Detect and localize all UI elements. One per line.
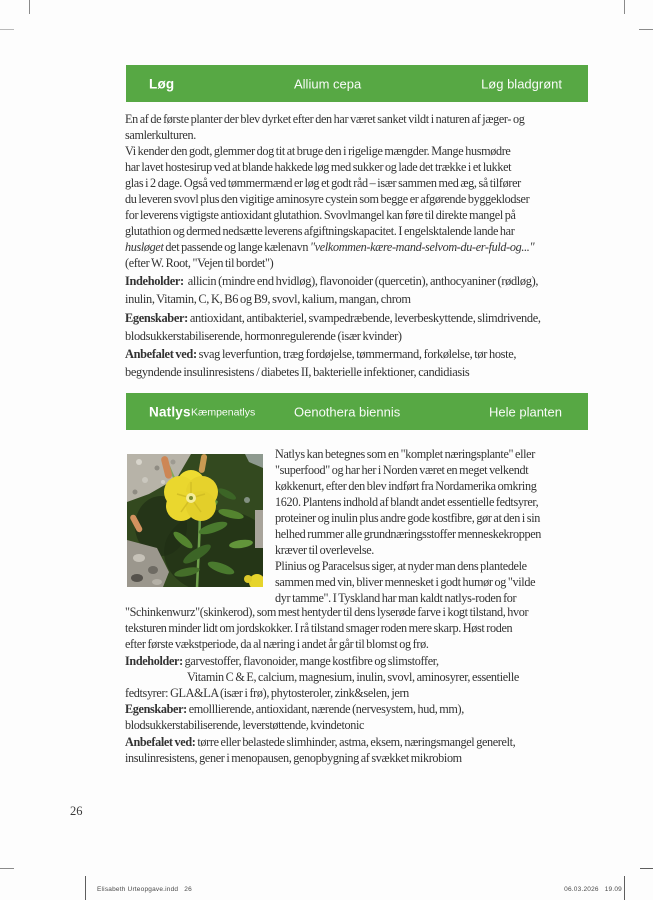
natlys-intro-paragraphs — [275, 446, 600, 606]
text-segment: Indeholder: — [125, 274, 184, 288]
text-line — [275, 574, 600, 590]
text-line — [125, 750, 600, 766]
text-segment: Plinius og Paracelsus siger, at nyder man dens plantedele — [275, 559, 527, 573]
text-segment: sammen med vin, bliver mennesket i godt humør og "vilde — [275, 575, 536, 589]
crop-mark-top-left-vertical — [29, 0, 30, 14]
text-line — [275, 510, 600, 526]
text-line — [125, 272, 595, 290]
text-segment: Indeholder: — [125, 653, 183, 668]
text-line — [125, 620, 600, 636]
crop-mark-top-right-horizontal — [639, 29, 653, 30]
text-segment: har lavet hostesirup ved at blande hakkede løg med sukker og lade det trække i et lukket — [125, 160, 512, 174]
species-header-log — [126, 65, 588, 102]
text-line — [125, 191, 595, 207]
text-line — [125, 363, 595, 381]
text-segment: teksturen minder lidt om jordskokker. I rå tilstand smager roden mere skarp. Høst roden — [125, 621, 513, 636]
text-segment: kræver til overlevelse. — [275, 543, 374, 557]
text-segment: tørre eller belastede slimhinder, astma, eksem, næringsmangel generelt, — [195, 734, 516, 749]
text-line — [275, 542, 600, 558]
text-segment: Vi kender den godt, glemmer dog tit at bruge den i rigelige mængder. Mange husmødre — [125, 144, 511, 158]
text-line — [125, 309, 595, 327]
text-line — [125, 290, 595, 308]
text-line — [125, 175, 595, 191]
text-line — [275, 526, 600, 542]
text-line — [125, 345, 595, 363]
text-segment: Natlys kan betegnes som en "komplet næringsplante" eller — [275, 447, 535, 461]
log-intro-paragraphs — [125, 111, 595, 271]
text-segment: efter første vækstperiode, da al næring i andet år går til blomst og frø. — [125, 637, 429, 652]
text-line — [125, 701, 600, 717]
text-segment: begyndende insulinresistens / diabetes II, bakterielle infektioner, candidiasis — [125, 365, 470, 380]
text-line — [125, 239, 595, 255]
text-line — [125, 223, 595, 239]
text-segment: det passende og lange kælenavn — [163, 240, 310, 254]
text-line — [125, 159, 595, 175]
species-name-log: Løg — [149, 76, 175, 91]
text-segment: allicin (mindre end hvidløg), flavonoider (quercetin), anthocyaniner (rødløg), — [183, 274, 539, 288]
text-line — [125, 669, 600, 685]
crop-mark-bottom-left-horizontal — [0, 868, 14, 869]
text-segment: husløget — [125, 240, 164, 254]
evening-primrose-illustration — [127, 454, 263, 587]
plant-part-natlys: Hele planten — [489, 404, 562, 419]
text-segment: fedtsyrer: GLA&LA (især i frø), phytosteroler, zink&selen, jern — [125, 686, 409, 701]
text-line — [125, 653, 600, 669]
text-segment: du leveren svovl plus den vigitige aminosyre cystein som begge er afgørende byggeklodser — [125, 192, 530, 206]
text-segment: proteiner og inulin plus andre gode kostfibre, gør at den i sin — [275, 511, 540, 525]
text-line — [275, 478, 600, 494]
log-facts-list — [125, 272, 595, 382]
species-name-natlys: Natlys — [149, 404, 191, 419]
species-header-natlys — [126, 393, 588, 430]
crop-mark-top-right-vertical — [624, 0, 625, 14]
species-latin-log: Allium cepa — [294, 76, 362, 91]
natlys-continued-text — [125, 604, 600, 766]
text-segment: garvestoffer, flavonoider, mange kostfibre og slimstoffer, — [182, 653, 439, 668]
text-line — [275, 558, 600, 574]
text-line — [125, 636, 600, 652]
crop-mark-bottom-right-horizontal — [640, 868, 653, 869]
crop-mark-top-left-horizontal — [0, 29, 14, 30]
text-segment: svag leverfuntion, træg fordøjelse, tømmermand, forkølelse, tør hoste, — [196, 347, 517, 362]
text-segment: Egenskaber: — [125, 310, 188, 325]
text-segment: køkkenurt, efter den blev indført fra Nordamerika omkring — [275, 479, 537, 493]
plant-part-log: Løg bladgrønt — [481, 76, 562, 91]
footer-timestamp: 06.03.2026 19.09 — [564, 886, 622, 893]
text-segment: helhed rummer alle grundnæringsstoffer menneskekroppen — [275, 527, 542, 541]
species-subtitle-natlys: Kæmpenatlys — [191, 405, 256, 418]
slug-divider-right — [624, 876, 625, 900]
text-line — [125, 604, 600, 620]
evening-primrose-photo — [127, 454, 263, 587]
text-segment: 1620. Plantens indhold af blandt andet essentielle fedtsyrer, — [275, 495, 539, 509]
text-segment: glutathion og dermed nedsætte leverens afgiftningskapacitet. I engelsktalende lande har — [125, 224, 515, 238]
text-segment: (efter W. Root, "Vejen til bordet") — [125, 256, 274, 270]
text-segment: "velkommen-kære-mand-selvom-du-er-fuld-og..." — [309, 240, 535, 254]
text-line — [125, 111, 595, 127]
slug-divider-left — [85, 876, 86, 900]
text-line — [125, 255, 595, 271]
text-segment: samlerkulturen. — [125, 128, 196, 142]
text-segment: inulin, Vitamin, C, K, B6 og B9, svovl, kalium, mangan, chrom — [125, 292, 411, 307]
text-segment: blodsukkerstabiliserende, hormonregulerende (især kvinder) — [125, 328, 402, 343]
text-segment: Anbefalet ved: — [125, 347, 197, 362]
footer-filename: Elisabeth Urteopgave.indd 26 — [97, 886, 192, 893]
text-segment: "superfood" og har her i Norden været en meget velkendt — [275, 463, 529, 477]
text-line — [125, 207, 595, 223]
text-segment: insulinresistens, gener i menopausen, genopbygning af svækket mikrobiom — [125, 750, 462, 765]
text-segment: "Schinkenwurz"(skinkerod), som mest hentyder til dens lyserøde farve i kogt tilstand, hvor — [125, 605, 529, 619]
text-line — [125, 327, 595, 345]
text-line — [125, 143, 595, 159]
species-latin-natlys: Oenothera biennis — [294, 404, 401, 419]
text-segment: emolllierende, antioxidant, nærende (nervesystem, hud, mm), — [186, 702, 464, 717]
text-line — [275, 494, 600, 510]
page-number: 26 — [70, 804, 83, 818]
text-line — [275, 462, 600, 478]
text-segment: Anbefalet ved: — [125, 734, 196, 749]
text-line — [125, 734, 600, 750]
text-segment: blodsukkerstabiliserende, leverstøttende, kvindetonic — [125, 718, 365, 733]
text-segment: Egenskaber: — [125, 702, 187, 717]
text-line — [275, 446, 600, 462]
text-line — [125, 717, 600, 733]
text-line — [125, 685, 600, 701]
text-segment: dyr tamme". I Tyskland har man kaldt natlys-roden for — [275, 591, 517, 605]
text-segment: antioxidant, antibakteriel, svampedræbende, leverbeskyttende, slimdrivende, — [187, 310, 541, 325]
text-line — [125, 127, 595, 143]
text-segment: En af de første planter der blev dyrket efter den har været sanket vildt i naturen af jæger- og — [125, 112, 525, 126]
text-segment: for leverens vigtigste antioxidant glutathion. Svovlmangel kan føre til direkte mangel på — [125, 208, 516, 222]
text-segment: glas i 2 dage. Også ved tømmermænd er løg et godt råd – især sammen med æg, så tilfører — [125, 176, 521, 190]
text-segment: Vitamin C & E, calcium, magnesium, inulin, svovl, aminosyrer, essentielle — [187, 669, 519, 684]
